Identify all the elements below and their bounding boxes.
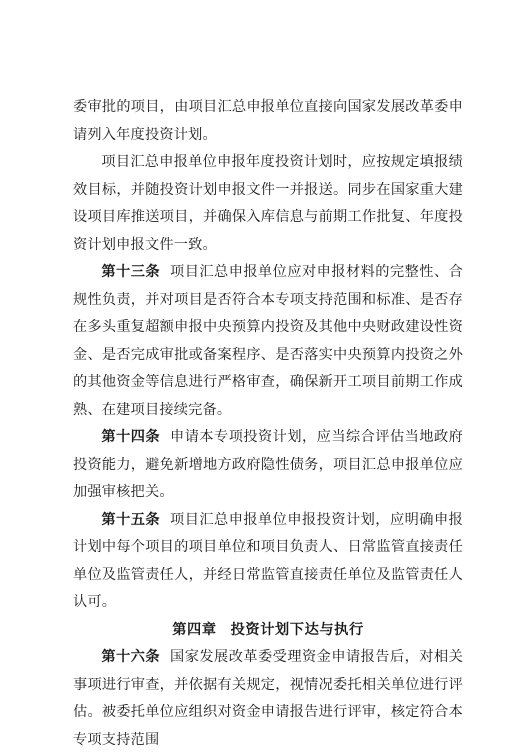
article-15 xyxy=(73,507,463,617)
article-16 xyxy=(73,644,463,754)
paragraph-performance-targets xyxy=(73,149,463,259)
article-text: 国家发展改革委受理资金申请报告后，对相关事项进行审查，并依据有关规定，视情况委托相关单位进行评估。被委托单位应组织对资金申请报告进行评审，核定符合本专项支持范围 xyxy=(73,649,463,748)
article-text: 申请本专项投资计划，应当综合评估当地政府投资能力，避免新增地方政府隐性债务，项目汇总申报单位应加强审核把关。 xyxy=(73,429,463,500)
article-number: 第十三条 xyxy=(101,264,161,280)
article-13 xyxy=(73,259,463,424)
article-number: 第十五条 xyxy=(101,511,161,528)
article-text: 项目汇总申报单位申报投资计划，应明确申报计划中每个项目的项目单位和项目负责人、日常监管直接责任单位及监管责任人，并经日常监管直接责任单位及监管责任人认可。 xyxy=(73,511,463,610)
article-14 xyxy=(73,424,463,507)
chapter-heading xyxy=(73,617,463,645)
document-body xyxy=(73,94,463,754)
article-number: 第十六条 xyxy=(101,649,161,665)
article-number: 第十四条 xyxy=(101,429,161,445)
paragraph-text: 委审批的项目，由项目汇总申报单位直接向国家发展改革委申请列入年度投资计划。 xyxy=(73,99,463,143)
paragraph-continuation xyxy=(73,94,463,149)
chapter-title: 投资计划下达与执行 xyxy=(230,621,364,638)
paragraph-text: 项目汇总申报单位申报年度投资计划时，应按规定填报绩效目标，并随投资计划申报文件一并报送。同步在国家重大建设项目库推送项目，并确保入库信息与前期工作批复、年度投资计划申报文件一致。 xyxy=(73,154,463,253)
chapter-number: 第四章 xyxy=(172,621,217,638)
article-text: 项目汇总申报单位应对申报材料的完整性、合规性负责，并对项目是否符合本专项支持范围和标准、是否存在多头重复超额申报中央预算内投资及其他中央财政建设性资金、是否完成审批或备案程序、是否落实中央预算内投资之外的其他资金等信息进行严格审查，确保新开工项目前期工作成熟、在建项目接续完备。 xyxy=(73,264,463,418)
